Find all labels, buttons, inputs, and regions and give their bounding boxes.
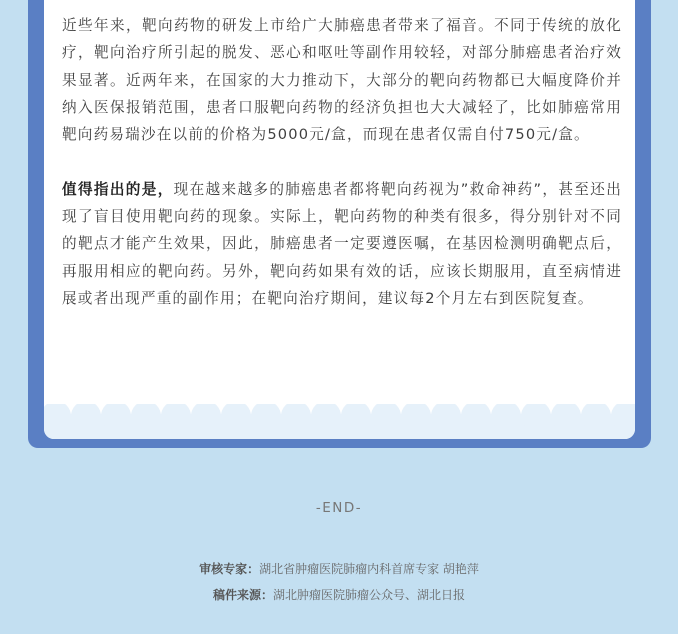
- article-paragraph-1: 近些年来，靶向药物的研发上市给广大肺癌患者带来了福音。不同于传统的放化疗，靶向治疗所引起的脱发、恶心和呕吐等副作用较轻，对部分肺癌患者治疗效果显著。近两年来，在国家的大力推动下，大部分的靶向药物都已大幅度降价并纳入医保报销范围，患者口服靶向药物的经济负担也大大减轻了，比如肺癌常用靶向药易瑞沙在以前的价格为5000元/盒，而现在患者仅需自付750元/盒。: [62, 17, 622, 144]
- paragraph-2-body: 现在越来越多的肺癌患者都将靶向药视为”救命神药”，甚至还出现了盲目使用靶向药的现象。实际上，靶向药物的种类有很多，得分别针对不同的靶点才能产生效果，因此，肺癌患者一定要遵医嘱，在基因检测明确靶点后，再服用相应的靶向药。另外，靶向药如果有效的话，应该长期服用，直至病情进展或者出现严重的副作用；在靶向治疗期间，建议每2个月左右到医院复查。: [62, 180, 622, 307]
- source-value: 湖北肿瘤医院肺瘤公众号、湖北日报: [273, 588, 466, 602]
- article-paragraph-2: [62, 176, 622, 312]
- paragraph-lead-phrase: 值得指出的是，: [62, 180, 174, 198]
- source-label: 稿件来源：: [212, 588, 273, 602]
- cloud-border-decoration: [44, 404, 635, 439]
- end-marker: -END-: [315, 500, 363, 516]
- reviewer-label: 审核专家：: [199, 562, 260, 576]
- source-credit: [0, 586, 678, 603]
- article-body: [62, 12, 622, 312]
- article-card: [44, 0, 635, 439]
- reviewer-credit: [0, 560, 678, 577]
- reviewer-value: 湖北省肿瘤医院肺瘤内科首席专家 胡艳萍: [259, 562, 479, 576]
